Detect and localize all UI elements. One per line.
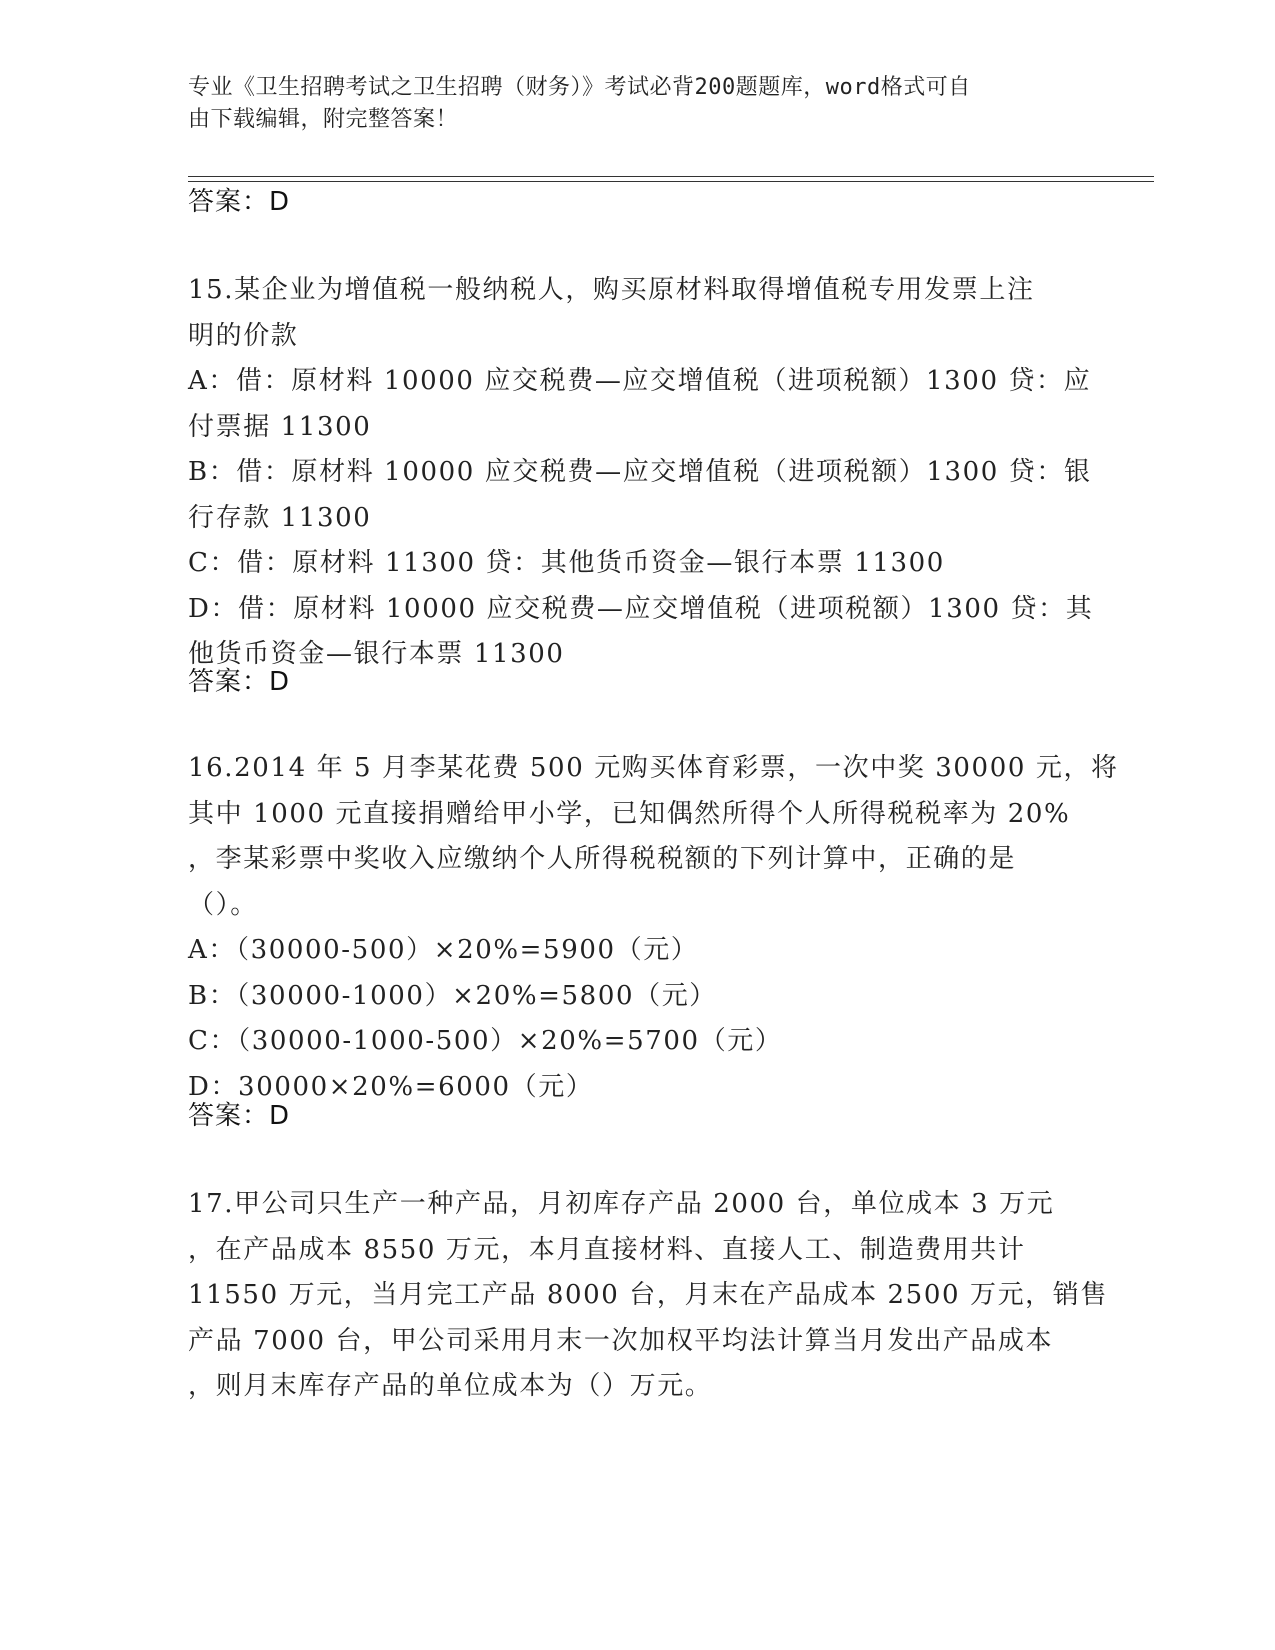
question-16-stem-line-4: （）。 xyxy=(188,889,258,920)
question-16-stem-line-3: ，李某彩票中奖收入应缴纳个人所得税税额的下列计算中，正确的是 xyxy=(188,844,1017,874)
question-16-stem-line-2: 其中 1000 元直接捐赠给甲小学，已知偶然所得个人所得税税率为 20% xyxy=(188,798,1071,829)
question-16-option-a: A：（30000-500）×20%=5900（元） xyxy=(188,935,699,965)
page-header xyxy=(188,72,1088,136)
header-line-2: 由下载编辑，附完整答案！ xyxy=(188,107,459,132)
question-15-option-b-line-2: 行存款 11300 xyxy=(188,502,372,533)
question-16-option-d: D：30000×20%=6000（元） xyxy=(188,1071,594,1102)
question-17 xyxy=(188,1182,1108,1410)
question-15-stem-line-2: 明的价款 xyxy=(188,320,299,351)
question-17-stem-line-2: ，在产品成本 8550 万元，本月直接材料、直接人工、制造费用共计 xyxy=(188,1234,1026,1265)
question-15-option-c: C：借：原材料 11300 贷：其他货币资金—银行本票 11300 xyxy=(188,548,945,578)
question-16-stem-line-1: 16.2014 年 5 月李某花费 500 元购买体育彩票，一次中奖 30000 元，将 xyxy=(188,753,1119,783)
question-16-option-c: C：（30000-1000-500）×20%=5700（元） xyxy=(188,1026,783,1056)
question-17-stem-line-3: 11550 万元，当月完工产品 8000 台，月末在产品成本 2500 万元，销售 xyxy=(188,1280,1108,1310)
header-line-1: 专业《卫生招聘考试之卫生招聘（财务）》考试必背200题题库，word格式可自 xyxy=(188,75,971,100)
question-15-option-a-line-2: 付票据 11300 xyxy=(188,411,372,442)
question-17-stem-line-4: 产品 7000 台，甲公司采用月末一次加权平均法计算当月发出产品成本 xyxy=(188,1325,1054,1356)
question-15-option-a-line-1: A：借：原材料 10000 应交税费—应交增值税（进项税额）1300 贷：应 xyxy=(188,366,1092,396)
question-16-option-b: B：（30000-1000）×20%=5800（元） xyxy=(188,980,717,1011)
header-divider-bottom xyxy=(188,181,1154,182)
question-17-stem-line-5: ，则月末库存产品的单位成本为（）万元。 xyxy=(188,1371,713,1401)
header-divider-top xyxy=(188,176,1154,177)
question-16-answer: 答案：D xyxy=(188,1101,291,1131)
question-17-stem-line-1: 17.甲公司只生产一种产品，月初库存产品 2000 台，单位成本 3 万元 xyxy=(188,1189,1055,1219)
question-15-option-b-line-1: B：借：原材料 10000 应交税费—应交增值税（进项税额）1300 贷：银 xyxy=(188,457,1092,487)
question-15-option-d-line-1: D：借：原材料 10000 应交税费—应交增值税（进项税额）1300 贷：其 xyxy=(188,593,1094,624)
answer-prev: 答案：D xyxy=(188,187,291,217)
question-15 xyxy=(188,268,1094,678)
question-15-stem-line-1: 15.某企业为增值税一般纳税人，购买原材料取得增值税专用发票上注 xyxy=(188,275,1035,305)
question-15-option-d-line-2: 他货币资金—银行本票 11300 xyxy=(188,639,565,669)
question-15-answer: 答案：D xyxy=(188,667,291,697)
question-16 xyxy=(188,746,1119,1110)
